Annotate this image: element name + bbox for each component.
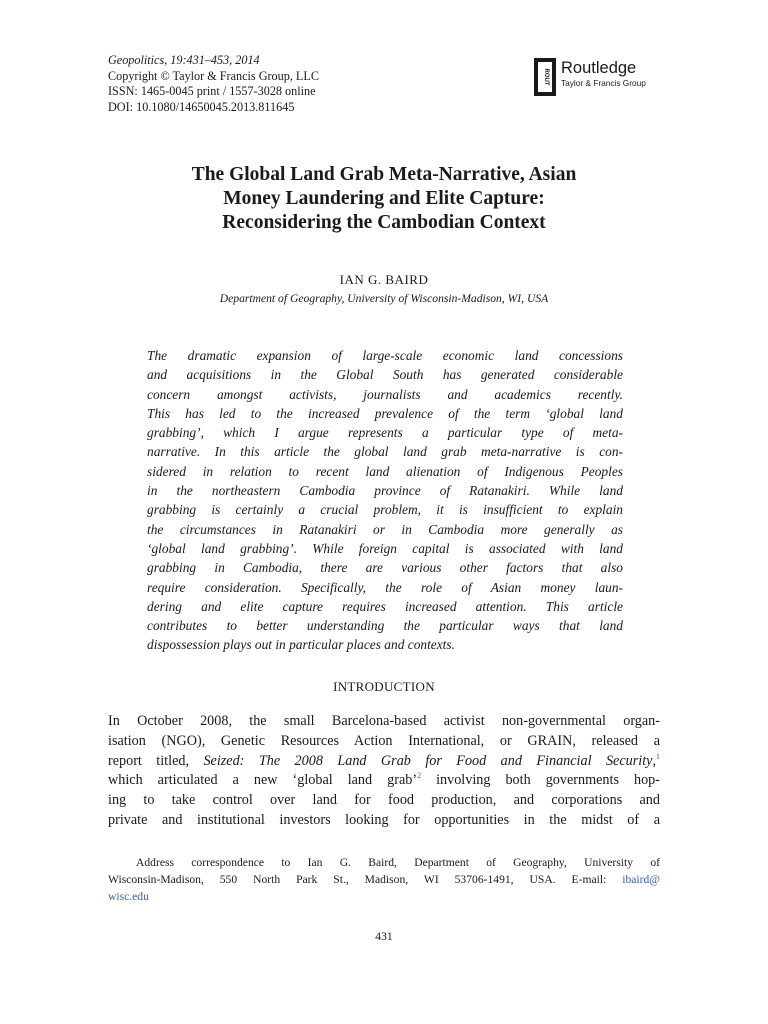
abstract-line: grabbing’, which I argue represents a particular type of meta-: [147, 425, 623, 441]
footnote-line: Address correspondence to Ian G. Baird, Department of Geography, University of: [136, 856, 660, 869]
body-line: In October 2008, the small Barcelona-based activist non-governmental organ-: [108, 713, 660, 729]
abstract-line: narrative. In this article the global land grab meta-narrative is con-: [147, 444, 623, 460]
abstract-line: concern amongst activists, journalists and academics recently.: [147, 386, 623, 402]
routledge-logo-icon: [534, 58, 556, 96]
abstract-line: sidered in relation to recent land alienation of Indigenous Peoples: [147, 463, 623, 479]
journal-meta: [108, 53, 319, 115]
correspondence-footnote: [108, 854, 660, 905]
abstract-line: contributes to better understanding the particular ways that land: [147, 618, 623, 634]
publisher-name: Routledge: [561, 59, 637, 77]
body-line: private and institutional investors looking for opportunities in the midst of a: [108, 811, 660, 828]
title-line: Money Laundering and Elite Capture:: [223, 188, 545, 209]
publisher-logo: [534, 58, 646, 98]
section-heading: INTRODUCTION: [333, 679, 435, 694]
abstract-line: grabbing is certainly a crucial problem, it is insufficient to explain: [147, 502, 623, 518]
abstract-line: the circumstances in Ratanakiri or in Cambodia more generally as: [147, 521, 623, 537]
body-text-segment: involving both governments hop-: [421, 772, 660, 789]
report-title: Seized: The 2008 Land Grab for Food and Financial Security: [203, 752, 653, 769]
journal-citation: Geopolitics, 19:431–453, 2014: [108, 53, 260, 67]
body-text-segment: ,: [652, 752, 656, 769]
abstract-line: This has led to the increased prevalence of the term ‘global land: [147, 405, 623, 421]
email-link[interactable]: ibaird@: [622, 873, 660, 886]
abstract: [147, 346, 623, 655]
title-line: Reconsidering the Cambodian Context: [222, 212, 546, 233]
body-text-segment: which articulated a new ‘global land grab’: [108, 772, 418, 789]
abstract-line: dispossession plays out in particular places and contexts.: [147, 637, 455, 653]
author-affiliation: Department of Geography, University of Wisconsin-Madison, WI, USA: [219, 292, 549, 305]
body-text-segment: report titled,: [108, 752, 204, 769]
body-line: [108, 752, 660, 772]
svg-text:ROUT: ROUT: [543, 68, 549, 86]
abstract-line: ‘global land grabbing’. While foreign capital is associated with land: [147, 540, 623, 556]
body-line: [108, 771, 660, 791]
abstract-line: and acquisitions in the Global South has generated considerable: [147, 367, 623, 383]
abstract-line: require consideration. Specifically, the role of Asian money laun-: [147, 579, 623, 595]
footnote-ref-1[interactable]: 1: [656, 751, 660, 761]
copyright-line: Copyright © Taylor & Francis Group, LLC: [108, 68, 319, 83]
email-link-continued[interactable]: wisc.edu: [108, 890, 149, 903]
body-line: ing to take control over land for food production, and corporations and: [108, 792, 660, 809]
publisher-group: Taylor & Francis Group: [561, 78, 646, 88]
footnote-line: [108, 871, 660, 888]
issn-line: ISSN: 1465-0045 print / 1557-3028 online: [108, 84, 316, 98]
article-title: [108, 163, 660, 235]
abstract-line: in the northeastern Cambodia province of Ratanakiri. While land: [147, 483, 623, 499]
footnote-ref-2[interactable]: 2: [417, 771, 422, 781]
page-number: 431: [375, 930, 393, 943]
doi-line: DOI: 10.1080/14650045.2013.811645: [108, 99, 295, 114]
body-line: isation (NGO), Genetic Resources Action International, or GRAIN, released a: [108, 732, 660, 749]
abstract-line: dering and elite capture requires increased attention. This article: [147, 598, 623, 614]
footnote-line: [108, 888, 660, 905]
abstract-line: The dramatic expansion of large-scale economic land concessions: [147, 348, 623, 363]
body-text: [108, 712, 660, 831]
title-line: The Global Land Grab Meta-Narrative, Asian: [191, 164, 577, 185]
footnote-text-segment: Wisconsin-Madison, 550 North Park St., Madison, WI 53706-1491, USA. E-mail:: [108, 873, 623, 886]
author-name: IAN G. BAIRD: [339, 272, 429, 287]
abstract-line: grabbing in Cambodia, there are various other factors that also: [147, 560, 623, 576]
